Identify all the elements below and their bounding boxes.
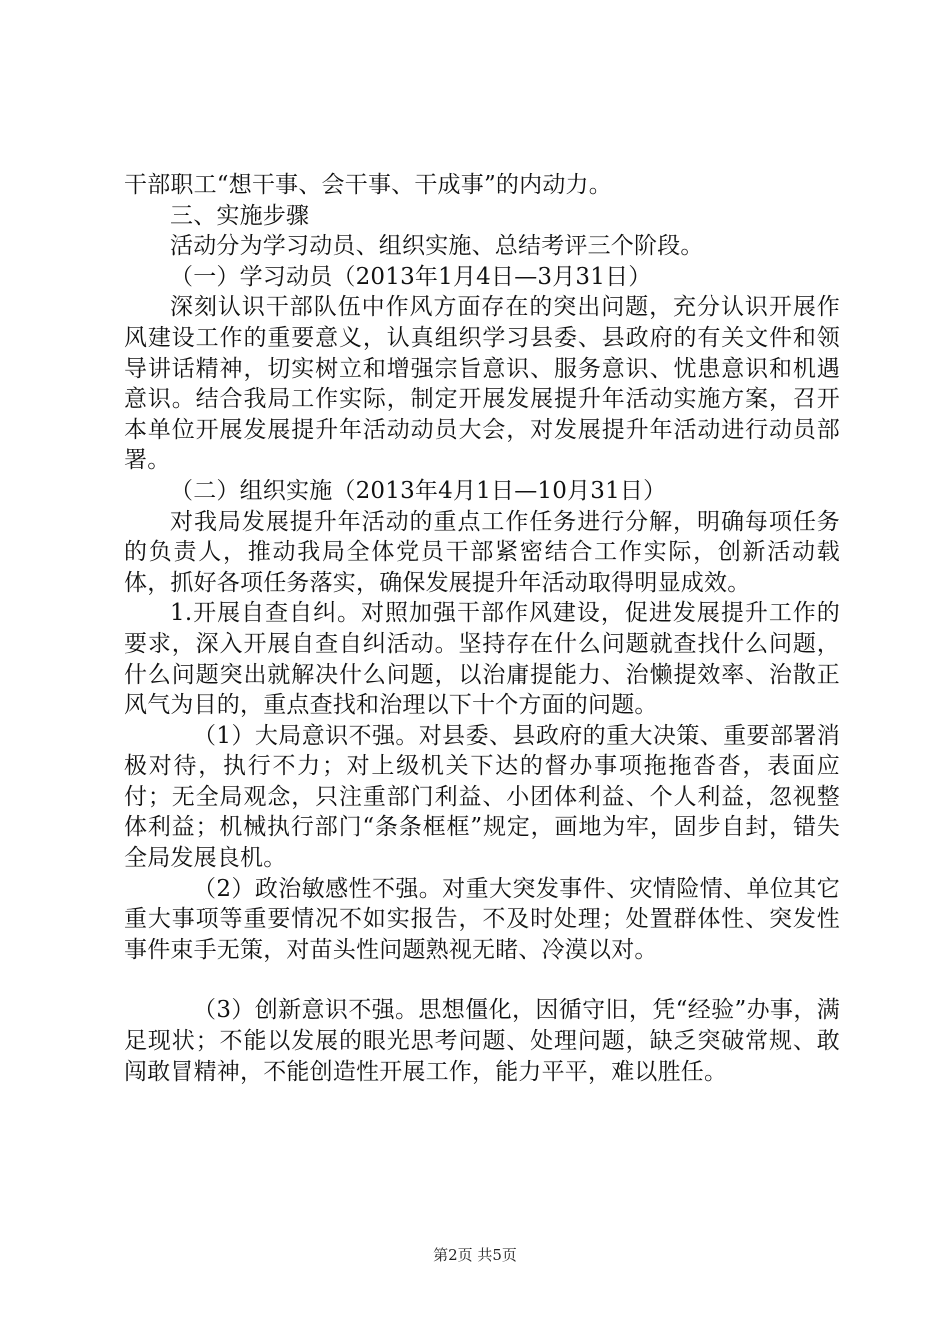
paragraph-organize-implement: 对我局发展提升年活动的重点工作任务进行分解，明确每项任务的负责人，推动我局全体党员干部紧密结合工作实际，创新活动载体，抓好各项任务落实，确保发展提升年活动取得明显成效。: [124, 508, 840, 596]
paragraph-item-1: （1）大局意识不强。对县委、县政府的重大决策、重要部署消极对待，执行不力；对上级机关下达的督办事项拖拖沓沓，表面应付；无全局观念，只注重部门利益、小团体利益、个人利益，忽视整体利益；机械执行部门“条条框框”规定，画地为牢，固步自封，错失全局发展良机。: [124, 722, 840, 872]
paragraph-study-mobilization: 深刻认识干部队伍中作风方面存在的突出问题，充分认识开展作风建设工作的重要意义，认真组织学习县委、县政府的有关文件和领导讲话精神，切实树立和增强宗旨意识、服务意识、忧患意识和机遇意识。结合我局工作实际，制定开展发展提升年活动实施方案，召开本单位开展发展提升年活动动员大会，对发展提升年活动进行动员部署。: [124, 294, 840, 474]
section-heading-steps: 三、实施步骤: [170, 202, 310, 229]
subheading-study-mobilization: （一）学习动员（2013年1月4日—3月31日）: [170, 263, 652, 290]
paragraph-self-check: 1.开展自查自纠。对照加强干部作风建设，促进发展提升工作的要求，深入开展自查自纠活动。坚持存在什么问题就查找什么问题，什么问题突出就解决什么问题，以治庸提能力、治懒提效率、治散正风气为目的，重点查找和治理以下十个方面的问题。: [124, 600, 840, 719]
document-body: [124, 170, 840, 1087]
paragraph-phases: 活动分为学习动员、组织实施、总结考评三个阶段。: [170, 233, 704, 260]
subheading-organize-implement: （二）组织实施（2013年4月1日—10月31日）: [170, 477, 667, 504]
paragraph-item-2: （2）政治敏感性不强。对重大突发事件、灾情险情、单位其它重大事项等重要情况不如实报告，不及时处理；处置群体性、突发性事件束手无策，对苗头性问题熟视无睹、冷漠以对。: [124, 875, 840, 963]
paragraph-item-3: （3）创新意识不强。思想僵化，因循守旧，凭“经验”办事，满足现状；不能以发展的眼光思考问题、处理问题，缺乏突破常规、敢闯敢冒精神，不能创造性开展工作，能力平平，难以胜任。: [124, 997, 840, 1085]
page-footer: 第2页 共5页: [433, 1246, 517, 1264]
paragraph-continuation: 干部职工“想干事、会干事、干成事”的内动力。: [124, 172, 612, 198]
